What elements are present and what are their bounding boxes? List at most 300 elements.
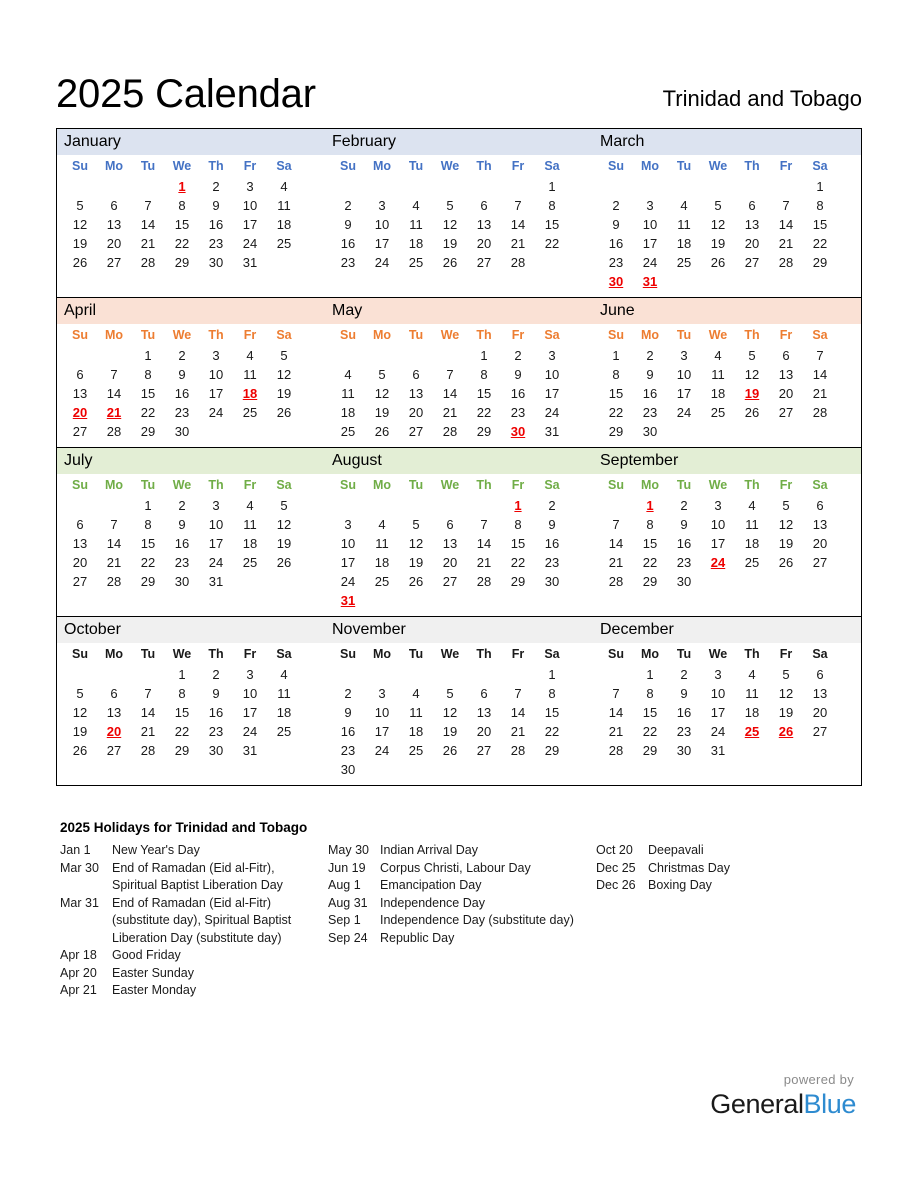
day-cell[interactable]: 4 xyxy=(748,498,756,513)
day-cell[interactable]: 30 xyxy=(340,762,356,777)
day-cell[interactable]: 12 xyxy=(276,367,292,382)
day-cell[interactable]: 30 xyxy=(642,424,658,439)
day-cell-holiday[interactable]: 31 xyxy=(340,593,356,608)
day-cell[interactable]: 26 xyxy=(710,255,726,270)
day-cell[interactable]: 10 xyxy=(242,198,258,213)
day-cell[interactable]: 2 xyxy=(344,686,352,701)
day-cell[interactable]: 23 xyxy=(208,724,224,739)
day-cell[interactable]: 1 xyxy=(178,667,186,682)
day-cell[interactable]: 2 xyxy=(612,198,620,213)
day-cell[interactable]: 17 xyxy=(374,724,390,739)
day-cell[interactable]: 5 xyxy=(412,517,420,532)
day-cell[interactable]: 24 xyxy=(208,555,224,570)
day-cell[interactable]: 18 xyxy=(710,386,726,401)
day-cell[interactable]: 5 xyxy=(76,686,84,701)
day-cell[interactable]: 4 xyxy=(412,198,420,213)
day-cell[interactable]: 2 xyxy=(178,348,186,363)
day-cell[interactable]: 2 xyxy=(680,667,688,682)
day-cell[interactable]: 17 xyxy=(242,217,258,232)
day-cell[interactable]: 16 xyxy=(174,536,190,551)
day-cell[interactable]: 20 xyxy=(778,386,794,401)
day-cell[interactable]: 16 xyxy=(208,217,224,232)
day-cell[interactable]: 21 xyxy=(608,555,624,570)
day-cell[interactable]: 21 xyxy=(510,236,526,251)
day-cell[interactable]: 30 xyxy=(208,743,224,758)
day-cell[interactable]: 29 xyxy=(642,743,658,758)
day-cell[interactable]: 30 xyxy=(676,574,692,589)
day-cell-holiday[interactable]: 21 xyxy=(106,405,122,420)
day-cell[interactable]: 11 xyxy=(341,386,355,401)
day-cell[interactable]: 25 xyxy=(408,743,424,758)
day-cell[interactable]: 21 xyxy=(106,555,122,570)
day-cell[interactable]: 19 xyxy=(72,724,88,739)
day-cell[interactable]: 29 xyxy=(608,424,624,439)
day-cell[interactable]: 9 xyxy=(212,198,220,213)
day-cell[interactable]: 7 xyxy=(612,686,620,701)
day-cell[interactable]: 19 xyxy=(276,386,292,401)
day-cell-holiday[interactable]: 18 xyxy=(242,386,258,401)
day-cell[interactable]: 20 xyxy=(476,236,492,251)
day-cell[interactable]: 14 xyxy=(510,705,526,720)
day-cell[interactable]: 7 xyxy=(144,686,152,701)
day-cell[interactable]: 27 xyxy=(476,743,492,758)
day-cell-holiday[interactable]: 1 xyxy=(514,498,522,513)
day-cell[interactable]: 22 xyxy=(642,724,658,739)
day-cell[interactable]: 27 xyxy=(106,743,122,758)
day-cell[interactable]: 3 xyxy=(548,348,556,363)
day-cell[interactable]: 23 xyxy=(174,555,190,570)
day-cell[interactable]: 12 xyxy=(744,367,760,382)
day-cell[interactable]: 26 xyxy=(442,743,458,758)
day-cell[interactable]: 21 xyxy=(140,724,156,739)
day-cell[interactable]: 11 xyxy=(745,686,759,701)
day-cell[interactable]: 26 xyxy=(276,405,292,420)
day-cell[interactable]: 28 xyxy=(510,743,526,758)
day-cell[interactable]: 28 xyxy=(510,255,526,270)
day-cell[interactable]: 10 xyxy=(242,686,258,701)
day-cell[interactable]: 3 xyxy=(212,348,220,363)
day-cell[interactable]: 2 xyxy=(646,348,654,363)
day-cell[interactable]: 27 xyxy=(72,574,88,589)
day-cell[interactable]: 10 xyxy=(544,367,560,382)
day-cell[interactable]: 18 xyxy=(744,536,760,551)
day-cell[interactable]: 26 xyxy=(442,255,458,270)
day-cell[interactable]: 5 xyxy=(446,198,454,213)
day-cell[interactable]: 27 xyxy=(408,424,424,439)
day-cell[interactable]: 18 xyxy=(744,705,760,720)
day-cell[interactable]: 21 xyxy=(608,724,624,739)
day-cell[interactable]: 3 xyxy=(714,498,722,513)
day-cell[interactable]: 18 xyxy=(340,405,356,420)
day-cell[interactable]: 11 xyxy=(409,705,423,720)
day-cell[interactable]: 31 xyxy=(242,255,258,270)
day-cell-holiday[interactable]: 20 xyxy=(106,724,122,739)
day-cell[interactable]: 19 xyxy=(442,724,458,739)
day-cell[interactable]: 7 xyxy=(514,198,522,213)
day-cell[interactable]: 17 xyxy=(710,705,726,720)
day-cell[interactable]: 25 xyxy=(242,555,258,570)
day-cell[interactable]: 29 xyxy=(510,574,526,589)
day-cell[interactable]: 27 xyxy=(812,555,828,570)
day-cell[interactable]: 7 xyxy=(612,517,620,532)
day-cell[interactable]: 6 xyxy=(412,367,420,382)
day-cell[interactable]: 20 xyxy=(408,405,424,420)
day-cell-holiday[interactable]: 20 xyxy=(72,405,88,420)
day-cell[interactable]: 19 xyxy=(778,705,794,720)
day-cell[interactable]: 5 xyxy=(446,686,454,701)
day-cell[interactable]: 17 xyxy=(642,236,658,251)
day-cell[interactable]: 21 xyxy=(476,555,492,570)
day-cell[interactable]: 8 xyxy=(816,198,824,213)
day-cell[interactable]: 31 xyxy=(710,743,726,758)
day-cell[interactable]: 9 xyxy=(212,686,220,701)
day-cell[interactable]: 25 xyxy=(710,405,726,420)
day-cell[interactable]: 22 xyxy=(476,405,492,420)
day-cell[interactable]: 30 xyxy=(174,574,190,589)
day-cell[interactable]: 26 xyxy=(72,743,88,758)
day-cell[interactable]: 14 xyxy=(106,386,122,401)
day-cell[interactable]: 12 xyxy=(374,386,390,401)
day-cell-holiday[interactable]: 19 xyxy=(744,386,760,401)
day-cell[interactable]: 2 xyxy=(548,498,556,513)
day-cell[interactable]: 22 xyxy=(642,555,658,570)
day-cell[interactable]: 8 xyxy=(514,517,522,532)
day-cell[interactable]: 21 xyxy=(778,236,794,251)
day-cell[interactable]: 3 xyxy=(246,179,254,194)
day-cell[interactable]: 12 xyxy=(442,217,458,232)
day-cell[interactable]: 24 xyxy=(208,405,224,420)
day-cell[interactable]: 17 xyxy=(208,386,224,401)
day-cell[interactable]: 19 xyxy=(72,236,88,251)
day-cell[interactable]: 18 xyxy=(276,705,292,720)
day-cell[interactable]: 25 xyxy=(408,255,424,270)
day-cell[interactable]: 29 xyxy=(174,255,190,270)
day-cell[interactable]: 30 xyxy=(174,424,190,439)
day-cell[interactable]: 17 xyxy=(208,536,224,551)
day-cell[interactable]: 5 xyxy=(280,498,288,513)
day-cell[interactable]: 26 xyxy=(744,405,760,420)
day-cell[interactable]: 9 xyxy=(178,517,186,532)
day-cell[interactable]: 6 xyxy=(446,517,454,532)
day-cell[interactable]: 22 xyxy=(174,236,190,251)
day-cell[interactable]: 14 xyxy=(140,217,156,232)
day-cell[interactable]: 16 xyxy=(544,536,560,551)
day-cell[interactable]: 25 xyxy=(276,236,292,251)
day-cell[interactable]: 2 xyxy=(514,348,522,363)
day-cell[interactable]: 20 xyxy=(812,536,828,551)
day-cell[interactable]: 7 xyxy=(480,517,488,532)
day-cell[interactable]: 1 xyxy=(144,348,152,363)
day-cell[interactable]: 19 xyxy=(276,536,292,551)
day-cell[interactable]: 13 xyxy=(778,367,794,382)
day-cell[interactable]: 26 xyxy=(408,574,424,589)
day-cell-holiday[interactable]: 25 xyxy=(744,724,760,739)
day-cell[interactable]: 23 xyxy=(340,743,356,758)
day-cell[interactable]: 7 xyxy=(144,198,152,213)
day-cell[interactable]: 5 xyxy=(782,498,790,513)
day-cell[interactable]: 13 xyxy=(442,536,458,551)
day-cell[interactable]: 27 xyxy=(812,724,828,739)
day-cell[interactable]: 6 xyxy=(76,517,84,532)
day-cell[interactable]: 3 xyxy=(344,517,352,532)
day-cell[interactable]: 28 xyxy=(608,574,624,589)
day-cell-holiday[interactable]: 30 xyxy=(608,274,624,289)
day-cell[interactable]: 6 xyxy=(480,686,488,701)
day-cell-holiday[interactable]: 1 xyxy=(178,179,186,194)
day-cell[interactable]: 27 xyxy=(106,255,122,270)
day-cell[interactable]: 10 xyxy=(374,217,390,232)
day-cell[interactable]: 9 xyxy=(680,686,688,701)
day-cell[interactable]: 6 xyxy=(76,367,84,382)
day-cell[interactable]: 2 xyxy=(212,179,220,194)
day-cell[interactable]: 13 xyxy=(72,536,88,551)
day-cell[interactable]: 16 xyxy=(676,705,692,720)
day-cell[interactable]: 6 xyxy=(748,198,756,213)
day-cell[interactable]: 11 xyxy=(409,217,423,232)
day-cell[interactable]: 16 xyxy=(208,705,224,720)
day-cell[interactable]: 5 xyxy=(378,367,386,382)
day-cell[interactable]: 9 xyxy=(178,367,186,382)
day-cell[interactable]: 20 xyxy=(476,724,492,739)
day-cell[interactable]: 16 xyxy=(676,536,692,551)
day-cell[interactable]: 17 xyxy=(544,386,560,401)
day-cell[interactable]: 5 xyxy=(76,198,84,213)
day-cell[interactable]: 4 xyxy=(280,179,288,194)
day-cell[interactable]: 15 xyxy=(544,705,560,720)
day-cell[interactable]: 16 xyxy=(174,386,190,401)
day-cell[interactable]: 14 xyxy=(608,536,624,551)
day-cell[interactable]: 23 xyxy=(510,405,526,420)
day-cell[interactable]: 24 xyxy=(340,574,356,589)
day-cell[interactable]: 3 xyxy=(378,198,386,213)
day-cell-holiday[interactable]: 26 xyxy=(778,724,794,739)
day-cell[interactable]: 8 xyxy=(646,686,654,701)
day-cell[interactable]: 13 xyxy=(812,686,828,701)
day-cell[interactable]: 29 xyxy=(476,424,492,439)
day-cell[interactable]: 15 xyxy=(608,386,624,401)
day-cell[interactable]: 17 xyxy=(242,705,258,720)
day-cell[interactable]: 11 xyxy=(375,536,389,551)
day-cell[interactable]: 9 xyxy=(344,705,352,720)
day-cell[interactable]: 15 xyxy=(476,386,492,401)
day-cell[interactable]: 11 xyxy=(243,367,257,382)
day-cell[interactable]: 3 xyxy=(378,686,386,701)
day-cell[interactable]: 5 xyxy=(748,348,756,363)
day-cell[interactable]: 16 xyxy=(608,236,624,251)
day-cell[interactable]: 12 xyxy=(276,517,292,532)
day-cell[interactable]: 8 xyxy=(144,517,152,532)
day-cell[interactable]: 6 xyxy=(110,198,118,213)
day-cell[interactable]: 15 xyxy=(642,705,658,720)
day-cell[interactable]: 15 xyxy=(642,536,658,551)
day-cell[interactable]: 27 xyxy=(442,574,458,589)
day-cell[interactable]: 1 xyxy=(646,667,654,682)
day-cell-holiday[interactable]: 31 xyxy=(642,274,658,289)
day-cell[interactable]: 4 xyxy=(714,348,722,363)
day-cell[interactable]: 28 xyxy=(106,424,122,439)
day-cell[interactable]: 14 xyxy=(476,536,492,551)
day-cell[interactable]: 13 xyxy=(476,705,492,720)
day-cell[interactable]: 6 xyxy=(816,498,824,513)
day-cell[interactable]: 14 xyxy=(442,386,458,401)
day-cell[interactable]: 10 xyxy=(676,367,692,382)
day-cell[interactable]: 26 xyxy=(374,424,390,439)
day-cell-holiday[interactable]: 30 xyxy=(510,424,526,439)
day-cell[interactable]: 13 xyxy=(72,386,88,401)
day-cell[interactable]: 22 xyxy=(544,236,560,251)
day-cell[interactable]: 9 xyxy=(612,217,620,232)
day-cell[interactable]: 15 xyxy=(544,217,560,232)
day-cell[interactable]: 14 xyxy=(778,217,794,232)
day-cell[interactable]: 14 xyxy=(608,705,624,720)
day-cell[interactable]: 10 xyxy=(710,517,726,532)
day-cell[interactable]: 8 xyxy=(548,686,556,701)
day-cell[interactable]: 22 xyxy=(544,724,560,739)
day-cell[interactable]: 2 xyxy=(344,198,352,213)
day-cell[interactable]: 20 xyxy=(744,236,760,251)
day-cell[interactable]: 20 xyxy=(106,236,122,251)
day-cell[interactable]: 17 xyxy=(710,536,726,551)
day-cell[interactable]: 4 xyxy=(344,367,352,382)
day-cell[interactable]: 9 xyxy=(646,367,654,382)
day-cell[interactable]: 15 xyxy=(812,217,828,232)
day-cell[interactable]: 29 xyxy=(642,574,658,589)
day-cell[interactable]: 4 xyxy=(680,198,688,213)
day-cell[interactable]: 31 xyxy=(208,574,224,589)
day-cell[interactable]: 23 xyxy=(608,255,624,270)
day-cell-holiday[interactable]: 1 xyxy=(646,498,654,513)
day-cell[interactable]: 13 xyxy=(476,217,492,232)
day-cell[interactable]: 28 xyxy=(106,574,122,589)
day-cell[interactable]: 8 xyxy=(548,198,556,213)
day-cell[interactable]: 1 xyxy=(548,179,556,194)
day-cell[interactable]: 22 xyxy=(140,555,156,570)
day-cell[interactable]: 27 xyxy=(744,255,760,270)
day-cell[interactable]: 26 xyxy=(778,555,794,570)
day-cell[interactable]: 27 xyxy=(778,405,794,420)
day-cell[interactable]: 8 xyxy=(612,367,620,382)
day-cell[interactable]: 7 xyxy=(782,198,790,213)
day-cell[interactable]: 1 xyxy=(612,348,620,363)
day-cell[interactable]: 29 xyxy=(140,424,156,439)
day-cell[interactable]: 24 xyxy=(642,255,658,270)
day-cell[interactable]: 3 xyxy=(212,498,220,513)
day-cell[interactable]: 1 xyxy=(480,348,488,363)
day-cell[interactable]: 28 xyxy=(812,405,828,420)
day-cell[interactable]: 15 xyxy=(174,705,190,720)
day-cell[interactable]: 19 xyxy=(442,236,458,251)
day-cell[interactable]: 18 xyxy=(242,536,258,551)
day-cell[interactable]: 30 xyxy=(208,255,224,270)
day-cell[interactable]: 14 xyxy=(812,367,828,382)
day-cell[interactable]: 23 xyxy=(676,555,692,570)
day-cell[interactable]: 11 xyxy=(243,517,257,532)
day-cell[interactable]: 22 xyxy=(608,405,624,420)
day-cell[interactable]: 10 xyxy=(208,367,224,382)
day-cell[interactable]: 6 xyxy=(480,198,488,213)
day-cell[interactable]: 11 xyxy=(277,686,291,701)
day-cell[interactable]: 12 xyxy=(408,536,424,551)
day-cell[interactable]: 4 xyxy=(246,498,254,513)
day-cell[interactable]: 18 xyxy=(408,236,424,251)
day-cell[interactable]: 28 xyxy=(778,255,794,270)
day-cell[interactable]: 18 xyxy=(676,236,692,251)
day-cell[interactable]: 1 xyxy=(548,667,556,682)
day-cell[interactable]: 1 xyxy=(144,498,152,513)
day-cell[interactable]: 28 xyxy=(140,255,156,270)
day-cell[interactable]: 8 xyxy=(178,686,186,701)
day-cell[interactable]: 21 xyxy=(140,236,156,251)
day-cell[interactable]: 6 xyxy=(816,667,824,682)
day-cell[interactable]: 13 xyxy=(106,217,122,232)
day-cell[interactable]: 10 xyxy=(374,705,390,720)
day-cell[interactable]: 25 xyxy=(242,405,258,420)
day-cell[interactable]: 8 xyxy=(144,367,152,382)
day-cell[interactable]: 29 xyxy=(174,743,190,758)
day-cell[interactable]: 24 xyxy=(242,724,258,739)
day-cell[interactable]: 28 xyxy=(608,743,624,758)
day-cell[interactable]: 11 xyxy=(277,198,291,213)
day-cell[interactable]: 17 xyxy=(340,555,356,570)
day-cell[interactable]: 11 xyxy=(711,367,725,382)
day-cell[interactable]: 4 xyxy=(378,517,386,532)
day-cell[interactable]: 20 xyxy=(72,555,88,570)
day-cell[interactable]: 2 xyxy=(178,498,186,513)
day-cell[interactable]: 3 xyxy=(680,348,688,363)
day-cell[interactable]: 12 xyxy=(442,705,458,720)
day-cell[interactable]: 23 xyxy=(642,405,658,420)
day-cell[interactable]: 21 xyxy=(510,724,526,739)
day-cell[interactable]: 7 xyxy=(816,348,824,363)
day-cell[interactable]: 28 xyxy=(140,743,156,758)
day-cell[interactable]: 25 xyxy=(374,574,390,589)
day-cell[interactable]: 27 xyxy=(476,255,492,270)
day-cell[interactable]: 30 xyxy=(676,743,692,758)
day-cell[interactable]: 21 xyxy=(812,386,828,401)
day-cell[interactable]: 16 xyxy=(510,386,526,401)
day-cell[interactable]: 28 xyxy=(442,424,458,439)
day-cell[interactable]: 15 xyxy=(140,386,156,401)
day-cell[interactable]: 5 xyxy=(782,667,790,682)
day-cell-holiday[interactable]: 24 xyxy=(710,555,726,570)
day-cell[interactable]: 13 xyxy=(812,517,828,532)
day-cell[interactable]: 9 xyxy=(548,517,556,532)
day-cell[interactable]: 10 xyxy=(340,536,356,551)
day-cell[interactable]: 11 xyxy=(745,517,759,532)
day-cell[interactable]: 12 xyxy=(72,217,88,232)
day-cell[interactable]: 22 xyxy=(812,236,828,251)
day-cell[interactable]: 10 xyxy=(642,217,658,232)
day-cell[interactable]: 9 xyxy=(344,217,352,232)
day-cell[interactable]: 6 xyxy=(110,686,118,701)
day-cell[interactable]: 4 xyxy=(280,667,288,682)
day-cell[interactable]: 5 xyxy=(714,198,722,213)
day-cell[interactable]: 3 xyxy=(646,198,654,213)
day-cell[interactable]: 8 xyxy=(178,198,186,213)
day-cell[interactable]: 31 xyxy=(242,743,258,758)
day-cell[interactable]: 2 xyxy=(212,667,220,682)
day-cell[interactable]: 4 xyxy=(246,348,254,363)
day-cell[interactable]: 7 xyxy=(514,686,522,701)
day-cell[interactable]: 23 xyxy=(174,405,190,420)
day-cell[interactable]: 10 xyxy=(710,686,726,701)
day-cell[interactable]: 22 xyxy=(510,555,526,570)
day-cell[interactable]: 16 xyxy=(340,724,356,739)
day-cell[interactable]: 8 xyxy=(480,367,488,382)
day-cell[interactable]: 13 xyxy=(408,386,424,401)
day-cell[interactable]: 17 xyxy=(676,386,692,401)
day-cell[interactable]: 3 xyxy=(246,667,254,682)
